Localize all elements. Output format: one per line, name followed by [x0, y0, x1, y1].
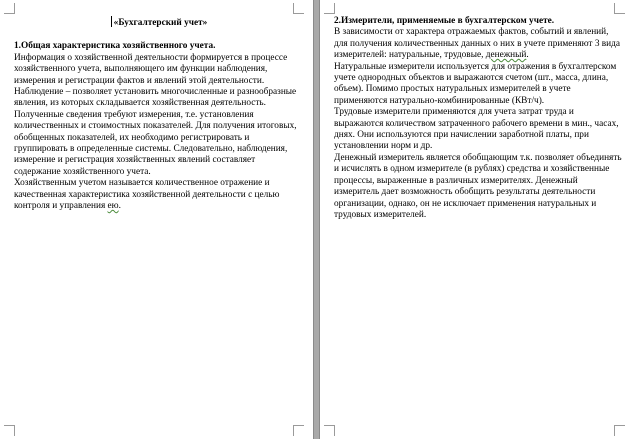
paragraph: [334, 27, 622, 61]
crop-mark-top-left: [4, 3, 15, 14]
document-title-text: «Бухгалтерский учет»: [113, 18, 208, 28]
crop-mark-bottom-right: [614, 425, 625, 436]
spellcheck-word[interactable]: ею: [107, 201, 119, 212]
crop-mark-top-left: [324, 3, 335, 14]
paragraph-text: Хозяйственным учетом называется количественное отражение и качественная характеристика хозяйственной деятельности с целью контроля и управления: [14, 178, 280, 212]
paragraph: Трудовые измерители применяются для учета затрат труда и выражаются количеством затраченного рабочего времени в мин., часах, днях. Они используются при начислении заработной платы, при установлении норм и др.: [334, 107, 619, 152]
section-heading-2: 2.Измерители, применяемые в бухгалтерском учете.: [334, 16, 555, 26]
crop-mark-bottom-left: [4, 425, 15, 436]
crop-mark-bottom-right: [293, 425, 304, 436]
section-heading-1: 1.Общая характеристика хозяйственного учета.: [14, 41, 216, 52]
paragraph: Натуральные измерители используется для отражения в бухгалтерском учете однородных объектов и выражаются счетом (шт., масса, длина, объем). Помимо простых натуральных измерителей в учете применяются натурально-комбинированные (КВт/ч).: [334, 61, 617, 106]
document-title: [14, 16, 304, 29]
crop-mark-top-right: [293, 3, 304, 14]
crop-mark-bottom-left: [324, 425, 335, 436]
left-page: [0, 0, 313, 439]
paragraph: Информация о хозяйственной деятельности формируется в процессе хозяйственного учета, выполняющего им функции наблюдения, измерения и регистрации фактов и явлений этой деятельности. Наблюдение – позволяет установить многочисленные и разнообразные явления, из которых складывается хозяйственная деятельность. Полученные сведения требуют измерения, т.е. установления количественных и стоимостных показателей. Для получения итоговых, обобщенных показателей, их необходимо регистрировать и группировать в определенные системы. Следовательно, наблюдения, измерение и регистрация хозяйственных явлений составляет содержание хозяйственного учета.: [14, 52, 297, 177]
right-page-text[interactable]: [334, 16, 622, 221]
right-page: [320, 0, 630, 439]
spellcheck-word[interactable]: денежный: [485, 50, 527, 61]
text-cursor: [111, 16, 112, 27]
left-page-text[interactable]: [14, 16, 304, 213]
paragraph-end: .: [118, 201, 121, 212]
page-gutter: [313, 0, 320, 439]
paragraph-last: [14, 178, 304, 212]
paragraph-end: .: [526, 50, 529, 61]
crop-mark-top-right: [614, 3, 625, 14]
paragraph: Денежный измеритель является обобщающим т.к. позволяет объединять и исчислять в одном измерителе (в рублях) средства и хозяйственные процессы, выраженные в различных измерителях. Денежный измеритель дает возможность обобщить результаты деятельности организации, однако, он не исключает применения натуральных и трудовых измерителей.: [334, 152, 622, 220]
paragraph-text: В зависимости от характера отражаемых фактов, событий и явлений, для получения количественных данных о них в учете применяют 3 вида измерителей: натуральные, трудовые,: [334, 27, 621, 61]
